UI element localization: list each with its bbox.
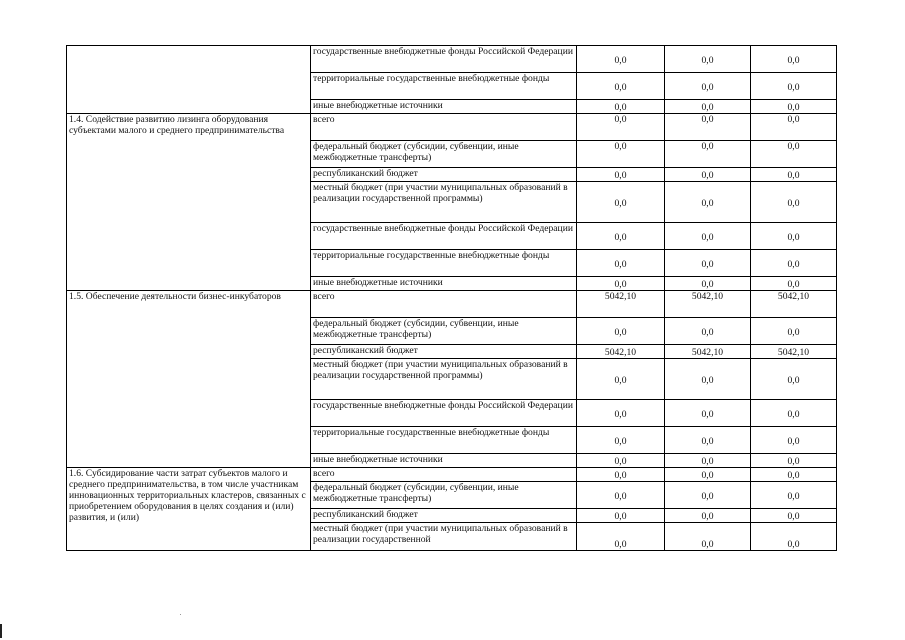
funding-source: местный бюджет (при участии муниципальных образований в реализации государственной программы) [311,182,577,223]
amount-year-2: 0,0 [665,223,751,250]
amount-year-1: 0,0 [577,250,665,277]
table-row [67,468,837,482]
funding-source: местный бюджет (при участии муниципальных образований в реализации государственной [311,523,577,551]
amount-year-1: 0,0 [577,223,665,250]
amount-year-3: 0,0 [751,523,837,551]
scan-artifact-dot [180,614,181,615]
amount-year-2: 0,0 [665,114,751,141]
amount-year-2: 0,0 [665,454,751,468]
amount-year-3: 5042,10 [751,345,837,359]
amount-year-1: 0,0 [577,73,665,100]
amount-year-2: 0,0 [665,46,751,73]
amount-year-3: 0,0 [751,427,837,454]
measure-title [67,46,311,114]
amount-year-3: 0,0 [751,73,837,100]
funding-source: государственные внебюджетные фонды Российской Федерации [311,400,577,427]
amount-year-3: 0,0 [751,250,837,277]
amount-year-1: 0,0 [577,468,665,482]
amount-year-3: 0,0 [751,468,837,482]
amount-year-1: 0,0 [577,182,665,223]
amount-year-2: 5042,10 [665,345,751,359]
amount-year-1: 0,0 [577,482,665,509]
amount-year-3: 0,0 [751,318,837,345]
amount-year-2: 0,0 [665,523,751,551]
funding-source: иные внебюджетные источники [311,277,577,291]
table-row [67,46,837,73]
amount-year-1: 5042,10 [577,291,665,318]
funding-source: республиканский бюджет [311,509,577,523]
amount-year-2: 0,0 [665,73,751,100]
amount-year-2: 0,0 [665,468,751,482]
amount-year-1: 0,0 [577,359,665,400]
funding-source: федеральный бюджет (субсидии, субвенции, иные межбюджетные трансферты) [311,482,577,509]
amount-year-3: 0,0 [751,482,837,509]
amount-year-2: 0,0 [665,250,751,277]
amount-year-3: 0,0 [751,100,837,114]
amount-year-3: 0,0 [751,509,837,523]
amount-year-1: 5042,10 [577,345,665,359]
amount-year-3: 0,0 [751,182,837,223]
amount-year-2: 5042,10 [665,291,751,318]
funding-source: территориальные государственные внебюджетные фонды [311,427,577,454]
amount-year-3: 0,0 [751,114,837,141]
amount-year-2: 0,0 [665,427,751,454]
funding-source: всего [311,291,577,318]
amount-year-2: 0,0 [665,400,751,427]
amount-year-2: 0,0 [665,509,751,523]
amount-year-3: 0,0 [751,277,837,291]
amount-year-3: 0,0 [751,46,837,73]
amount-year-1: 0,0 [577,277,665,291]
measure-title: 1.5. Обеспечение деятельности бизнес-инкубаторов [67,291,311,468]
amount-year-2: 0,0 [665,100,751,114]
amount-year-1: 0,0 [577,168,665,182]
amount-year-3: 0,0 [751,359,837,400]
table-row [67,114,837,141]
funding-source: иные внебюджетные источники [311,100,577,114]
amount-year-1: 0,0 [577,523,665,551]
amount-year-2: 0,0 [665,482,751,509]
funding-source: всего [311,468,577,482]
amount-year-2: 0,0 [665,277,751,291]
funding-source: местный бюджет (при участии муниципальных образований в реализации государственной программы) [311,359,577,400]
amount-year-1: 0,0 [577,100,665,114]
funding-source: иные внебюджетные источники [311,454,577,468]
measure-title: 1.6. Субсидирование части затрат субъектов малого и среднего предпринимательства, в том числе участникам инновационных территориальных кластеров, связанных с приобретением оборудования в целях создания и (или) развития, и (или) [67,468,311,551]
scan-artifact [0,624,2,638]
amount-year-2: 0,0 [665,141,751,168]
amount-year-2: 0,0 [665,168,751,182]
amount-year-1: 0,0 [577,509,665,523]
measure-title: 1.4. Содействие развитию лизинга оборудования субъектами малого и среднего предпринимательства [67,114,311,291]
funding-source: федеральный бюджет (субсидии, субвенции, иные межбюджетные трансферты) [311,318,577,345]
amount-year-3: 0,0 [751,223,837,250]
amount-year-3: 0,0 [751,168,837,182]
amount-year-3: 5042,10 [751,291,837,318]
funding-source: республиканский бюджет [311,168,577,182]
amount-year-3: 0,0 [751,141,837,168]
funding-source: федеральный бюджет (субсидии, субвенции, иные межбюджетные трансферты) [311,141,577,168]
amount-year-1: 0,0 [577,141,665,168]
funding-source: государственные внебюджетные фонды Российской Федерации [311,223,577,250]
amount-year-2: 0,0 [665,359,751,400]
funding-source: территориальные государственные внебюджетные фонды [311,250,577,277]
amount-year-1: 0,0 [577,454,665,468]
amount-year-1: 0,0 [577,400,665,427]
amount-year-2: 0,0 [665,318,751,345]
budget-table [66,45,837,551]
amount-year-1: 0,0 [577,46,665,73]
table-body [67,46,837,551]
table-row [67,291,837,318]
funding-source: республиканский бюджет [311,345,577,359]
amount-year-1: 0,0 [577,114,665,141]
amount-year-2: 0,0 [665,182,751,223]
amount-year-3: 0,0 [751,400,837,427]
funding-source: государственные внебюджетные фонды Российской Федерации [311,46,577,73]
funding-source: территориальные государственные внебюджетные фонды [311,73,577,100]
amount-year-1: 0,0 [577,318,665,345]
funding-source: всего [311,114,577,141]
amount-year-1: 0,0 [577,427,665,454]
amount-year-3: 0,0 [751,454,837,468]
